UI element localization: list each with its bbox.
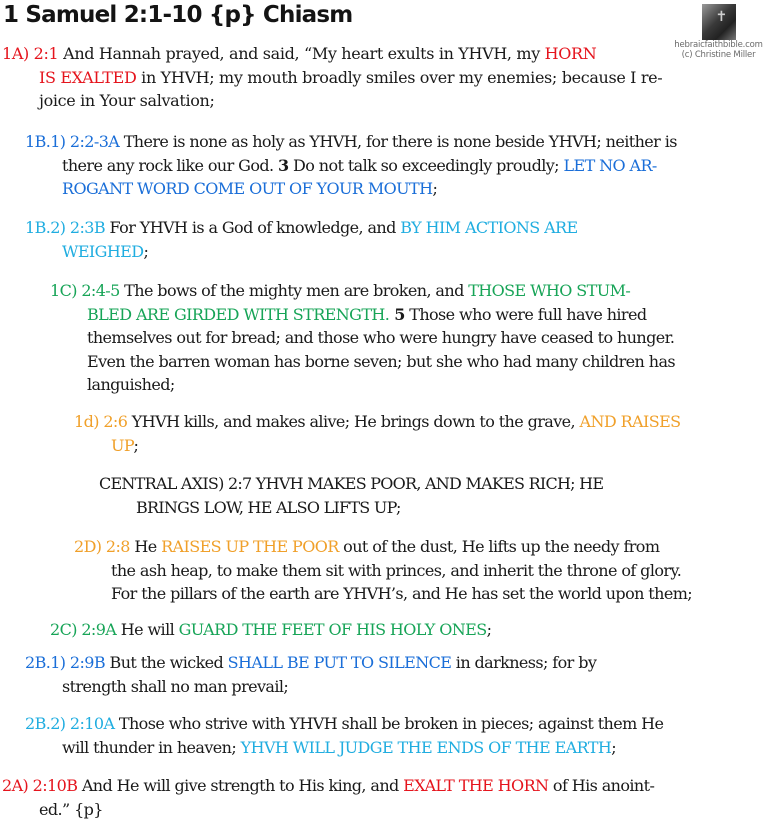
- emphasis-text: BLED ARE GIRDED WITH STRENGTH.: [87, 304, 390, 324]
- section-label: 1C) 2:4-5: [50, 281, 120, 300]
- emphasis-text: SHALL BE PUT TO SILENCE: [227, 653, 452, 672]
- verse-text: in darkness; for by: [451, 653, 597, 672]
- section-label: 1A) 2:1: [2, 44, 59, 63]
- emphasis-text: HORN: [544, 44, 597, 63]
- verse-text: There is none as holy as YHVH, for there is none beside YHVH; neither is: [119, 132, 677, 151]
- section-label: 2B.2) 2:10A: [25, 714, 115, 733]
- verse-text: there any rock like our God.: [62, 155, 278, 175]
- section-1b2: [25, 216, 578, 263]
- site-logo: [671, 4, 766, 60]
- emphasis-text: BY HIM ACTIONS ARE: [400, 218, 578, 237]
- verse-text: But the wicked: [105, 653, 228, 672]
- verse-text: the ash heap, to make them sit with princes, and inherit the throne of glory.: [111, 560, 682, 580]
- section-central-axis: [99, 472, 603, 519]
- section-label: 1B.2) 2:3B: [25, 218, 106, 237]
- axis-text: CENTRAL AXIS) 2:7 YHVH MAKES POOR, AND MAKES RICH; HE: [99, 474, 604, 493]
- verse-text: For YHVH is a God of knowledge, and: [105, 218, 401, 237]
- section-label: 2D) 2:8: [74, 537, 130, 556]
- verse-number: 5: [389, 304, 405, 324]
- verse-text: Do not talk so exceedingly proudly;: [288, 155, 564, 175]
- verse-text: ;: [432, 179, 438, 198]
- verse-text: Even the barren woman has borne seven; but she who had many children has: [87, 351, 675, 371]
- verse-text: He will: [116, 620, 179, 639]
- section-2a: [2, 774, 654, 821]
- emphasis-text: THOSE WHO STUM-: [468, 281, 631, 300]
- verse-text: themselves out for bread; and those who were hungry have ceased to hunger.: [87, 328, 675, 347]
- section-1b1: [25, 130, 677, 201]
- verse-text: in YHVH; my mouth broadly smiles over my enemies; because I re-: [136, 67, 663, 87]
- emphasis-text: EXALT THE HORN: [403, 776, 549, 795]
- logo-site: hebraicfaithbible.com: [674, 40, 763, 50]
- emphasis-text: ROGANT WORD COME OUT OF YOUR MOUTH: [62, 179, 433, 198]
- bible-book-icon: ✝: [702, 4, 736, 40]
- emphasis-text: YHVH WILL JUDGE THE ENDS OF THE EARTH: [240, 737, 612, 757]
- emphasis-text: LET NO AR-: [563, 155, 657, 175]
- verse-text: joice in Your salvation;: [39, 91, 215, 110]
- verse-text: And He will give strength to His king, and: [77, 776, 404, 795]
- emphasis-text: RAISES UP THE POOR: [161, 537, 339, 556]
- section-2b2: [25, 712, 663, 759]
- section-label: 2C) 2:9A: [50, 620, 117, 639]
- verse-text: will thunder in heaven;: [62, 737, 241, 757]
- verse-text: of His anoint-: [548, 776, 655, 795]
- verse-text: And Hannah prayed, and said, “My heart exults in YHVH, my: [58, 44, 545, 63]
- emphasis-text: UP: [111, 435, 134, 455]
- verse-text: YHVH kills, and makes alive; He brings down to the grave,: [127, 412, 580, 431]
- verse-text: languished;: [87, 375, 175, 394]
- verse-text: He: [129, 537, 162, 556]
- verse-text: ;: [143, 241, 149, 261]
- page-title: 1 Samuel 2:1-10 {p} Chiasm: [3, 2, 353, 28]
- verse-number: 3: [277, 155, 289, 175]
- verse-text: The bows of the mighty men are broken, and: [119, 281, 469, 300]
- section-1a: [2, 42, 662, 113]
- verse-text: ;: [611, 737, 616, 757]
- verse-text: ;: [486, 620, 492, 639]
- section-label: 1B.1) 2:2-3A: [25, 132, 120, 151]
- section-1c: [50, 279, 675, 397]
- section-label: 2A) 2:10B: [2, 776, 78, 795]
- section-2b1: [25, 651, 596, 698]
- emphasis-text: WEIGHED: [62, 241, 144, 261]
- verse-text: Those who were full have hired: [404, 304, 647, 324]
- verse-text: strength shall no man prevail;: [62, 676, 289, 696]
- emphasis-text: AND RAISES: [579, 412, 681, 431]
- verse-text: Those who strive with YHVH shall be broken in pieces; against them He: [114, 714, 664, 733]
- section-label: 2B.1) 2:9B: [25, 653, 106, 672]
- verse-text: For the pillars of the earth are YHVH’s, and He has set the world upon them;: [111, 584, 693, 603]
- section-label: 1d) 2:6: [74, 412, 128, 431]
- verse-text: ed.” {p}: [39, 799, 103, 819]
- emphasis-text: GUARD THE FEET OF HIS HOLY ONES: [178, 620, 487, 639]
- verse-text: out of the dust, He lifts up the needy from: [338, 537, 660, 556]
- section-2c: [50, 618, 491, 642]
- verse-text: ;: [133, 435, 139, 455]
- axis-text: BRINGS LOW, HE ALSO LIFTS UP;: [136, 497, 401, 517]
- section-1d: [74, 410, 681, 457]
- logo-copyright: (c) Christine Miller: [681, 50, 756, 60]
- section-2d: [74, 535, 692, 606]
- emphasis-text: IS EXALTED: [39, 67, 137, 87]
